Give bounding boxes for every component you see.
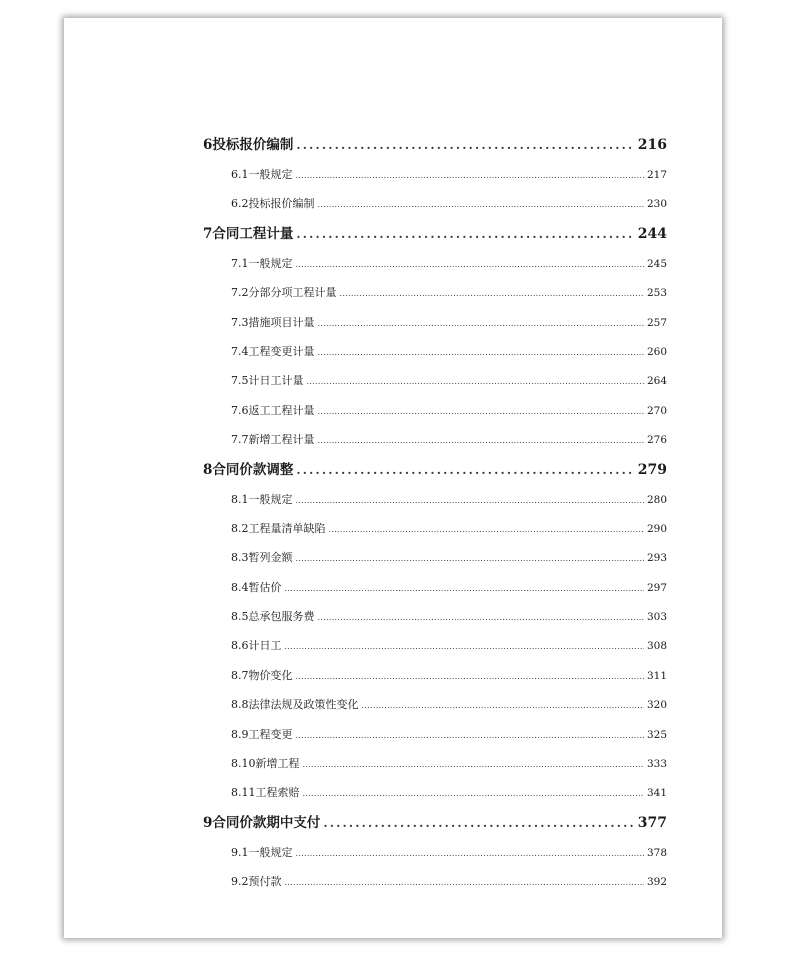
toc-section-entry[interactable] [203,189,667,218]
toc-chapter-entry[interactable] [203,808,667,838]
toc-entry-number: 8.6 [231,639,249,653]
toc-entry-page-number: 257 [646,316,667,329]
toc-entry-number: 8.5 [231,610,249,624]
table-of-contents [203,130,667,897]
toc-section-entry[interactable] [203,249,667,278]
toc-entry-title: 投标报价编制 [248,197,315,211]
toc-section-entry[interactable] [203,573,667,602]
toc-entry-number: 7 [203,225,213,242]
toc-entry-page-number: 377 [637,814,667,831]
toc-entry-page-number: 341 [646,787,667,800]
toc-entry-title: 工程变更计量 [248,344,315,358]
toc-entry-title: 一般规定 [248,845,293,859]
toc-entry-page-number: 253 [646,287,667,300]
toc-section-entry[interactable] [203,308,667,337]
toc-entry-number: 6 [203,137,213,153]
toc-entry-number: 7.3 [231,315,249,329]
dot-leader [285,868,644,896]
dot-leader [307,367,644,395]
toc-entry-page-number: 333 [646,758,667,771]
toc-section-entry[interactable] [203,337,667,366]
toc-section-entry[interactable] [203,867,667,896]
toc-chapter-entry[interactable] [203,455,667,485]
dot-leader [296,219,634,249]
dot-leader [296,455,634,485]
toc-entry-page-number: 230 [646,198,667,211]
toc-entry-number: 8.9 [231,727,249,741]
toc-entry-page-number: 311 [646,669,667,682]
toc-entry-page-number: 297 [646,581,667,594]
toc-entry-title: 总承包服务费 [248,610,315,624]
toc-entry-title: 合同工程计量 [212,225,294,242]
toc-entry-page-number: 293 [646,552,667,565]
toc-entry-number: 8.1 [231,492,249,506]
dot-leader [318,190,644,218]
toc-entry-number: 7.1 [231,256,249,270]
dot-leader [296,130,634,160]
toc-entry-title: 新增工程 [255,757,300,771]
toc-entry-title: 措施项目计量 [248,315,315,329]
dot-leader [318,397,644,425]
toc-entry-title: 合同价款期中支付 [212,814,321,831]
toc-entry-number: 9 [203,814,213,831]
dot-leader [296,486,644,514]
toc-section-entry[interactable] [203,838,667,867]
toc-entry-page-number: 217 [646,169,667,181]
toc-entry-page-number: 279 [637,461,667,478]
dot-leader [285,574,644,602]
toc-entry-title: 暂估价 [248,580,282,594]
dot-leader [296,839,644,867]
toc-entry-number: 8.4 [231,580,249,594]
toc-entry-number: 8.8 [231,698,249,712]
toc-section-entry[interactable] [203,720,667,749]
toc-entry-title: 新增工程计量 [248,433,315,447]
dot-leader [318,309,644,337]
dot-leader [340,279,644,307]
toc-section-entry[interactable] [203,749,667,778]
toc-entry-page-number: 392 [646,876,667,889]
dot-leader [362,691,644,719]
toc-section-entry[interactable] [203,396,667,425]
toc-entry-title: 计日工计量 [248,374,304,388]
toc-section-entry[interactable] [203,543,667,572]
toc-entry-page-number: 276 [646,434,667,447]
toc-entry-number: 6.1 [231,168,249,181]
toc-entry-title: 工程量清单缺陷 [248,521,326,535]
toc-entry-page-number: 245 [646,257,667,270]
toc-entry-page-number: 216 [637,137,667,153]
toc-entry-title: 预付款 [248,875,282,889]
dot-leader [303,779,644,807]
dot-leader [285,632,644,660]
toc-entry-page-number: 264 [646,375,667,388]
toc-section-entry[interactable] [203,661,667,690]
dot-leader [329,515,644,543]
dot-leader [296,662,644,690]
toc-entry-page-number: 303 [646,611,667,624]
toc-entry-number: 8.3 [231,551,249,565]
toc-entry-title: 投标报价编制 [212,137,294,153]
document-page [64,18,722,938]
toc-entry-number: 8.7 [231,668,249,682]
toc-section-entry[interactable] [203,778,667,807]
toc-entry-number: 8.11 [231,786,256,800]
toc-entry-page-number: 320 [646,699,667,712]
toc-entry-page-number: 270 [646,404,667,417]
toc-entry-number: 8.10 [231,757,256,771]
toc-entry-page-number: 378 [646,846,667,859]
toc-entry-page-number: 260 [646,345,667,358]
toc-section-entry[interactable] [203,514,667,543]
toc-section-entry[interactable] [203,160,667,189]
toc-entry-page-number: 325 [646,728,667,741]
toc-entry-title: 工程变更 [248,727,293,741]
toc-entry-page-number: 280 [646,493,667,506]
toc-entry-number: 7.5 [231,374,249,388]
toc-chapter-entry[interactable] [203,219,667,249]
toc-chapter-entry[interactable] [203,130,667,160]
toc-entry-number: 8.2 [231,521,249,535]
toc-entry-number: 7.6 [231,403,249,417]
toc-section-entry[interactable] [203,425,667,454]
toc-section-entry[interactable] [203,366,667,395]
toc-entry-number: 9.2 [231,875,249,889]
toc-entry-title: 法律法规及政策性变化 [248,698,359,712]
toc-entry-title: 工程索赔 [255,786,300,800]
dot-leader [296,721,644,749]
toc-entry-title: 合同价款调整 [212,461,294,478]
dot-leader [323,808,634,838]
toc-entry-title: 一般规定 [248,256,293,270]
toc-section-entry[interactable] [203,631,667,660]
toc-entry-title: 一般规定 [248,168,293,181]
toc-entry-number: 6.2 [231,197,249,211]
toc-entry-number: 7.4 [231,344,249,358]
toc-entry-title: 物价变化 [248,668,293,682]
toc-entry-page-number: 290 [646,522,667,535]
dot-leader [303,750,644,778]
toc-section-entry[interactable] [203,485,667,514]
dot-leader [296,544,644,572]
toc-entry-number: 8 [203,461,213,478]
toc-entry-title: 返工工程计量 [248,403,315,417]
toc-entry-page-number: 244 [637,225,667,242]
dot-leader [318,426,644,454]
toc-entry-number: 7.2 [231,286,249,300]
dot-leader [318,603,644,631]
dot-leader [318,338,644,366]
toc-entry-number: 7.7 [231,433,249,447]
toc-entry-page-number: 308 [646,640,667,653]
toc-entry-title: 一般规定 [248,492,293,506]
toc-entry-title: 分部分项工程计量 [248,286,337,300]
toc-entry-title: 计日工 [248,639,282,653]
toc-section-entry[interactable] [203,602,667,631]
toc-section-entry[interactable] [203,690,667,719]
toc-entry-number: 9.1 [231,845,249,859]
toc-entry-title: 暂列金额 [248,551,293,565]
dot-leader [296,161,644,189]
dot-leader [296,250,644,278]
toc-section-entry[interactable] [203,278,667,307]
